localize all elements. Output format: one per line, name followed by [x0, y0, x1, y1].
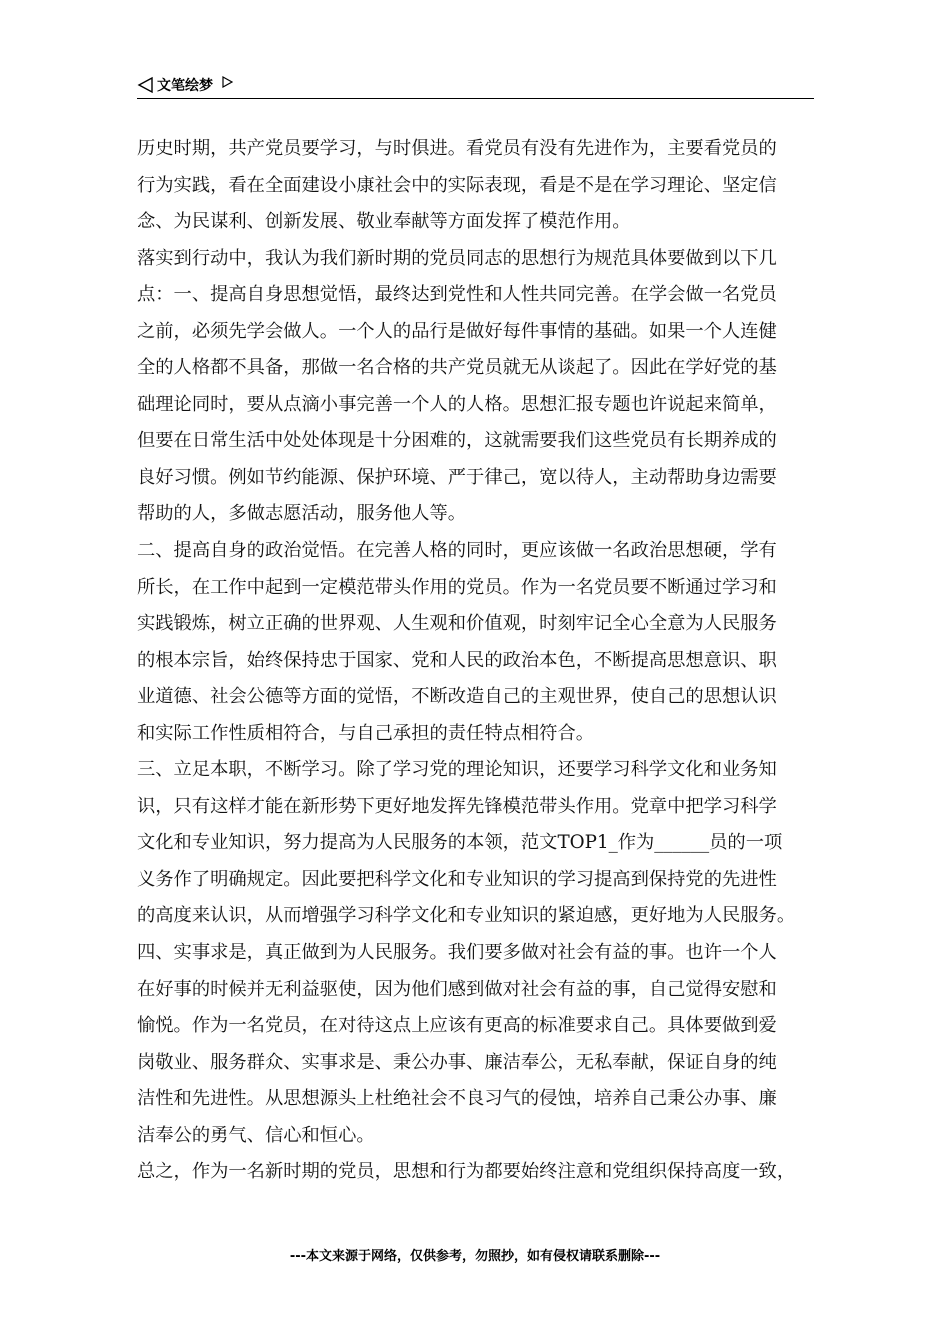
- body-line: 岗敬业、服务群众、实事求是、秉公办事、廉洁奉公，无私奉献，保证自身的纯: [137, 1051, 777, 1073]
- body-line: 良好习惯。例如节约能源、保护环境、严于律己，宽以待人，主动帮助身边需要: [137, 466, 777, 488]
- body-line: 四、实事求是，真正做到为人民服务。我们要多做对社会有益的事。也许一个人: [137, 942, 777, 964]
- document-body: [137, 131, 814, 1191]
- body-line: 之前，必须先学会做人。一个人的品行是做好每件事情的基础。如果一个人连健: [137, 320, 777, 342]
- body-line: 和实际工作性质相符合，与自己承担的责任特点相符合。: [137, 722, 595, 744]
- body-line: 文化和专业知识，努力提高为人民服务的本领，范文TOP1_作为______员的一项: [137, 832, 783, 854]
- body-line: 所长，在工作中起到一定模范带头作用的党员。作为一名党员要不断通过学习和: [137, 576, 777, 598]
- body-line: 但要在日常生活中处处体现是十分困难的，这就需要我们这些党员有长期养成的: [137, 430, 777, 452]
- triangle-left-outline-icon: [137, 76, 155, 94]
- body-line: 础理论同时，要从点滴小事完善一个人的人格。思想汇报专题也许说起来简单，: [137, 393, 777, 415]
- header-divider: [137, 98, 814, 99]
- body-line: 历史时期，共产党员要学习，与时俱进。看党员有没有先进作为，主要看党员的: [137, 138, 777, 159]
- body-line: 全的人格都不具备，那做一名合格的共产党员就无从谈起了。因此在学好党的基: [137, 357, 777, 379]
- body-line: 的根本宗旨，始终保持忠于国家、党和人民的政治本色，不断提高思想意识、职: [137, 649, 777, 671]
- body-line: 识，只有这样才能在新形势下更好地发挥先锋模范带头作用。党章中把学习科学: [137, 795, 777, 817]
- body-line: 洁奉公的勇气、信心和恒心。: [137, 1124, 375, 1146]
- body-line: 总之，作为一名新时期的党员，思想和行为都要始终注意和党组织保持高度一致，: [137, 1161, 796, 1183]
- body-line: 业道德、社会公德等方面的觉悟，不断改造自己的主观世界，使自己的思想认识: [137, 686, 777, 708]
- body-line: 行为实践，看在全面建设小康社会中的实际表现，看是不是在学习理论、坚定信: [137, 174, 777, 196]
- body-line: 愉悦。作为一名党员，在对待这点上应该有更高的标准要求自己。具体要做到爱: [137, 1015, 777, 1037]
- body-line: 帮助的人，多做志愿活动，服务他人等。: [137, 503, 467, 525]
- page-header: [137, 74, 233, 96]
- body-line: 落实到行动中，我认为我们新时期的党员同志的思想行为规范具体要做到以下几: [137, 247, 777, 269]
- header-title: 文笔绘梦: [157, 78, 213, 94]
- body-line: 实践锻炼，树立正确的世界观、人生观和价值观，时刻牢记全心全意为人民服务: [137, 613, 777, 635]
- body-line: 洁性和先进性。从思想源头上杜绝社会不良习气的侵蚀，培养自己秉公办事、廉: [137, 1088, 777, 1110]
- triangle-right-outline-icon: [221, 76, 233, 88]
- body-line: 义务作了明确规定。因此要把科学文化和专业知识的学习提高到保持党的先进性: [137, 868, 777, 890]
- body-line: 三、立足本职，不断学习。除了学习党的理论知识，还要学习科学文化和业务知: [137, 759, 777, 781]
- body-line: 点：一、提高自身思想觉悟，最终达到党性和人性共同完善。在学会做一名党员: [137, 284, 777, 306]
- body-line: 在好事的时候并无利益驱使，因为他们感到做对社会有益的事，自己觉得安慰和: [137, 978, 777, 1000]
- body-line: 的高度来认识，从而增强学习科学文化和专业知识的紧迫感，更好地为人民服务。: [137, 905, 796, 927]
- body-line: 二、提高自身的政治觉悟。在完善人格的同时，更应该做一名政治思想硬，学有: [137, 540, 777, 562]
- body-line: 念、为民谋利、创新发展、敬业奉献等方面发挥了模范作用。: [137, 211, 631, 233]
- footer-disclaimer: ---本文来源于网络，仅供参考，勿照抄，如有侵权请联系删除---: [289, 1249, 661, 1264]
